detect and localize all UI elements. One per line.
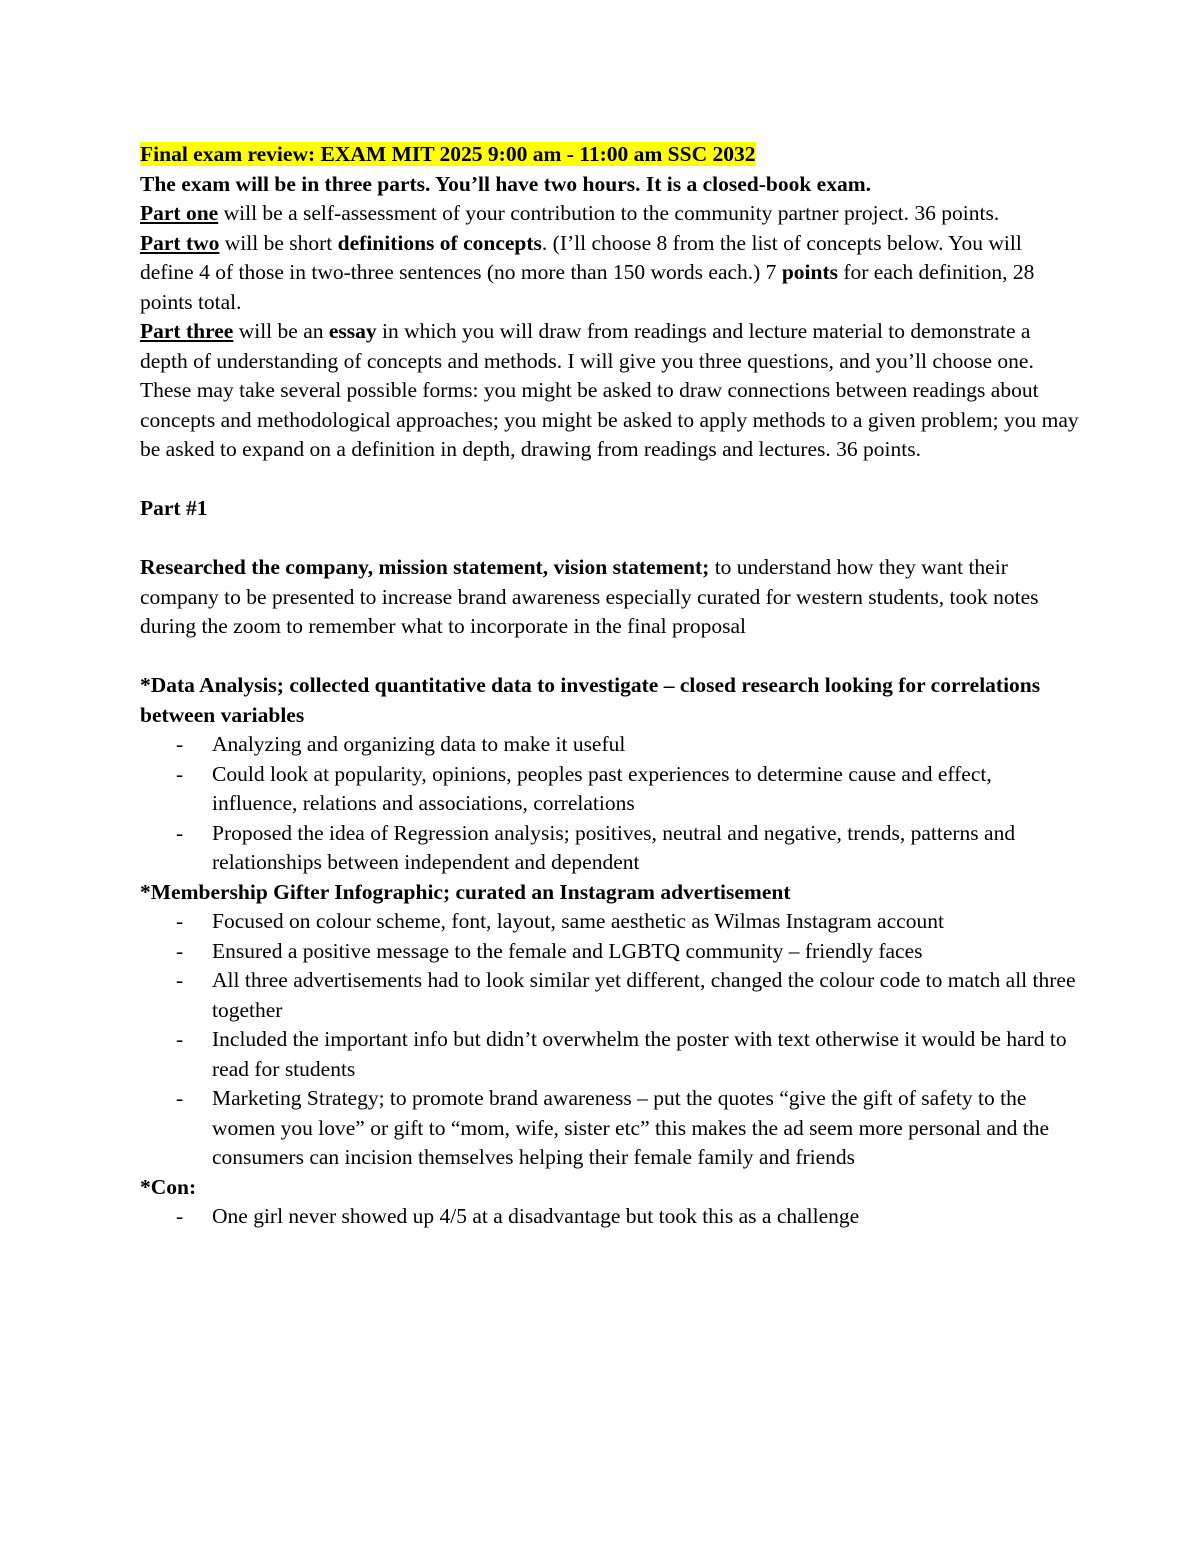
list-item (140, 1025, 1080, 1084)
list-item-text: Included the important info but didn’t overwhelm the poster with text otherwise it would be hard to read for students (212, 1027, 1067, 1081)
spacer (140, 465, 1080, 495)
list-item (140, 1202, 1080, 1232)
list-item (140, 966, 1080, 1025)
membership-list (140, 907, 1080, 1173)
part-three-bold: essay (328, 319, 377, 343)
list-item (140, 937, 1080, 967)
part-two-paragraph (140, 229, 1080, 318)
list-item (140, 760, 1080, 819)
spacer (140, 524, 1080, 554)
dash-bullet: - (176, 909, 184, 933)
part-two-mid: . (I’ll choose 8 from the list of concepts below. You will define 4 of those in two-three sentences (no more than 150 words each.) 7 (140, 230, 1022, 284)
part-one-paragraph (140, 199, 1080, 229)
dash-bullet: - (176, 1086, 184, 1110)
research-text: to understand how they want their company to be presented to increase brand awareness especially curated for western students, took notes during the zoom to remember what to incorporate in the final proposal (140, 555, 1039, 638)
part-three-label: Part three (140, 319, 234, 343)
list-item-text: Marketing Strategy; to promote brand awareness – put the quotes “give the gift of safety to the women you love” or gift to “mom, wife, sister etc” this makes the ad seem more personal and the consumers can incision themselves helping their female family and friends (212, 1086, 1050, 1169)
title-line (140, 140, 1080, 170)
part-three-paragraph (140, 317, 1080, 465)
list-item-text: Ensured a positive message to the female and LGBTQ community – friendly faces (212, 938, 923, 963)
part-three-pre: will be an (233, 319, 329, 343)
research-bold: Researched the company, mission statement, vision statement; (140, 555, 710, 579)
list-item-text: Could look at popularity, opinions, peoples past experiences to determine cause and effect, influence, relations and associations, correlations (212, 761, 992, 815)
part-two-points: points (781, 260, 838, 284)
part-three-post: in which you will draw from readings and lecture material to demonstrate a depth of understanding of concepts and methods. I will give you three questions, and you’ll choose one. These may take several possible forms: you might be asked to draw connections between readings about concepts and methodological approaches; you might be asked to apply methods to a given problem; you may be asked to expand on a definition in depth, drawing from readings and lectures. 36 points. (140, 319, 1079, 461)
data-analysis-heading: *Data Analysis; collected quantitative data to investigate – closed research looking for correlations between variables (140, 673, 1041, 727)
list-item-text: All three advertisements had to look similar yet different, changed the colour code to match all three together (212, 968, 1076, 1022)
document-page (140, 140, 1080, 1232)
data-analysis-list (140, 730, 1080, 878)
list-item (140, 907, 1080, 937)
membership-heading: *Membership Gifter Infographic; curated an Instagram advertisement (140, 879, 791, 904)
dash-bullet: - (176, 732, 184, 756)
exam-title: Final exam review: EXAM MIT 2025 9:00 am - 11:00 am SSC 2032 (140, 142, 756, 166)
list-item-text: Focused on colour scheme, font, layout, same aesthetic as Wilmas Instagram account (212, 909, 944, 933)
list-item (140, 819, 1080, 878)
list-item-text: One girl never showed up 4/5 at a disadvantage but took this as a challenge (212, 1204, 860, 1228)
dash-bullet: - (176, 1204, 184, 1228)
con-list (140, 1202, 1080, 1232)
dash-bullet: - (176, 968, 184, 992)
part-two-pre: will be short (219, 230, 338, 255)
list-item-text: Proposed the idea of Regression analysis; positives, neutral and negative, trends, patterns and relationships between independent and dependent (212, 820, 1016, 874)
list-item (140, 1084, 1080, 1173)
dash-bullet: - (176, 820, 184, 845)
exam-intro: The exam will be in three parts. You’ll have two hours. It is a closed-book exam. (140, 171, 871, 196)
part-two-label: Part two (140, 230, 220, 255)
spacer (140, 642, 1080, 672)
dash-bullet: - (176, 1027, 184, 1051)
con-heading: *Con: (140, 1174, 197, 1199)
research-paragraph (140, 553, 1080, 642)
part1-heading: Part #1 (140, 496, 208, 520)
part-one-label: Part one (140, 201, 219, 225)
part-one-text: will be a self-assessment of your contribution to the community partner project. 36 points. (218, 201, 1000, 225)
dash-bullet: - (176, 761, 184, 786)
dash-bullet: - (176, 938, 184, 963)
list-item-text: Analyzing and organizing data to make it useful (212, 732, 626, 756)
part-two-post: for each definition, 28 points total. (140, 260, 1035, 314)
list-item (140, 730, 1080, 760)
part-two-bold: definitions of concepts (337, 230, 542, 255)
